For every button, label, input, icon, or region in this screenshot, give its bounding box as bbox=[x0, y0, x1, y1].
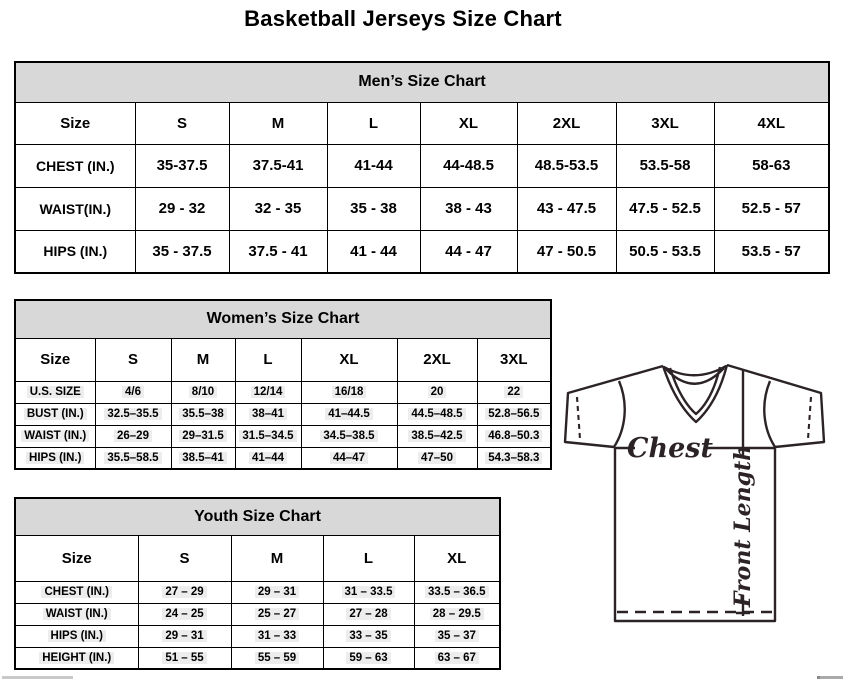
mens-size-table bbox=[14, 61, 830, 274]
mens-row-label-2: HIPS (IN.) bbox=[15, 230, 135, 273]
page-title: Basketball Jerseys Size Chart bbox=[244, 6, 562, 31]
youth-table-row-1 bbox=[15, 603, 500, 625]
mens-cell-1-7: 52.5 - 57 bbox=[714, 187, 829, 230]
mens-row-label-1: WAIST(IN.) bbox=[15, 187, 135, 230]
mens-cell-0-6: 53.5-58 bbox=[616, 144, 714, 187]
womens-row-label-3: HIPS (IN.) bbox=[15, 447, 95, 469]
mens-cell-0-3: 41-44 bbox=[327, 144, 420, 187]
womens-cell-0-5: 20 bbox=[397, 381, 477, 403]
womens-cell-0-4: 16/18 bbox=[301, 381, 397, 403]
youth-row-label-2: HIPS (IN.) bbox=[15, 625, 138, 647]
womens-cell-2-4: 34.5–38.5 bbox=[301, 425, 397, 447]
youth-size-table bbox=[14, 497, 501, 670]
mens-cell-1-3: 35 - 38 bbox=[327, 187, 420, 230]
mens-column-header-2: M bbox=[229, 102, 327, 144]
jersey-outline bbox=[565, 365, 824, 621]
youth-cell-3-3: 59 – 63 bbox=[323, 647, 414, 669]
womens-table-row-0 bbox=[15, 381, 551, 403]
jersey-measurement-diagram bbox=[558, 360, 830, 670]
mens-cell-2-2: 37.5 - 41 bbox=[229, 230, 327, 273]
womens-cell-0-2: 8/10 bbox=[171, 381, 235, 403]
youth-cell-1-4: 28 – 29.5 bbox=[414, 603, 500, 625]
youth-cell-0-4: 33.5 – 36.5 bbox=[414, 581, 500, 603]
youth-cell-2-1: 29 – 31 bbox=[138, 625, 231, 647]
youth-cell-3-1: 51 – 55 bbox=[138, 647, 231, 669]
youth-column-header-3: L bbox=[323, 535, 414, 581]
womens-column-header-3: L bbox=[235, 338, 301, 381]
womens-size-table bbox=[14, 299, 552, 470]
womens-cell-3-3: 41–44 bbox=[235, 447, 301, 469]
mens-column-header-4: XL bbox=[420, 102, 517, 144]
womens-column-header-6: 3XL bbox=[477, 338, 551, 381]
sleeve-cuff-dashed-line-left bbox=[577, 397, 580, 439]
womens-row-label-2: WAIST (IN.) bbox=[15, 425, 95, 447]
womens-column-header-4: XL bbox=[301, 338, 397, 381]
womens-cell-1-5: 44.5–48.5 bbox=[397, 403, 477, 425]
mens-cell-0-1: 35-37.5 bbox=[135, 144, 229, 187]
youth-cell-0-3: 31 – 33.5 bbox=[323, 581, 414, 603]
mens-column-header-1: S bbox=[135, 102, 229, 144]
womens-cell-3-2: 38.5–41 bbox=[171, 447, 235, 469]
mens-cell-0-2: 37.5-41 bbox=[229, 144, 327, 187]
youth-column-header-0: Size bbox=[15, 535, 138, 581]
mens-column-header-6: 3XL bbox=[616, 102, 714, 144]
womens-cell-2-5: 38.5–42.5 bbox=[397, 425, 477, 447]
womens-cell-3-4: 44–47 bbox=[301, 447, 397, 469]
youth-column-header-2: M bbox=[231, 535, 323, 581]
youth-row-label-1: WAIST (IN.) bbox=[15, 603, 138, 625]
womens-cell-1-3: 38–41 bbox=[235, 403, 301, 425]
mens-cell-2-5: 47 - 50.5 bbox=[517, 230, 616, 273]
mens-cell-1-1: 29 - 32 bbox=[135, 187, 229, 230]
womens-cell-1-1: 32.5–35.5 bbox=[95, 403, 171, 425]
mens-cell-0-5: 48.5-53.5 bbox=[517, 144, 616, 187]
womens-cell-2-2: 29–31.5 bbox=[171, 425, 235, 447]
jersey-armhole-seam-left bbox=[614, 381, 625, 447]
mens-cell-1-5: 43 - 47.5 bbox=[517, 187, 616, 230]
mens-cell-2-1: 35 - 37.5 bbox=[135, 230, 229, 273]
sleeve-cuff-dashed-line-right bbox=[808, 397, 811, 439]
youth-table-row-3 bbox=[15, 647, 500, 669]
mens-column-header-7: 4XL bbox=[714, 102, 829, 144]
jersey-armhole-seam-right bbox=[764, 381, 775, 447]
mens-section-title: Men’s Size Chart bbox=[15, 62, 829, 102]
womens-cell-2-1: 26–29 bbox=[95, 425, 171, 447]
front-length-label: Front Length bbox=[730, 444, 756, 608]
womens-cell-1-4: 41–44.5 bbox=[301, 403, 397, 425]
womens-cell-1-2: 35.5–38 bbox=[171, 403, 235, 425]
mens-cell-0-7: 58-63 bbox=[714, 144, 829, 187]
mens-table-row-2 bbox=[15, 230, 829, 273]
youth-row-label-3: HEIGHT (IN.) bbox=[15, 647, 138, 669]
womens-cell-1-6: 52.8–56.5 bbox=[477, 403, 551, 425]
youth-section-title: Youth Size Chart bbox=[15, 498, 500, 535]
womens-column-header-0: Size bbox=[15, 338, 95, 381]
womens-table-row-1 bbox=[15, 403, 551, 425]
youth-cell-1-1: 24 – 25 bbox=[138, 603, 231, 625]
youth-column-header-4: XL bbox=[414, 535, 500, 581]
chest-label: Chest bbox=[627, 433, 713, 464]
mens-table-row-0 bbox=[15, 144, 829, 187]
mens-cell-1-2: 32 - 35 bbox=[229, 187, 327, 230]
womens-column-header-1: S bbox=[95, 338, 171, 381]
womens-section-title: Women’s Size Chart bbox=[15, 300, 551, 338]
youth-cell-2-2: 31 – 33 bbox=[231, 625, 323, 647]
youth-row-label-0: CHEST (IN.) bbox=[15, 581, 138, 603]
mens-cell-1-4: 38 - 43 bbox=[420, 187, 517, 230]
womens-cell-3-5: 47–50 bbox=[397, 447, 477, 469]
youth-table-row-2 bbox=[15, 625, 500, 647]
mens-cell-2-7: 53.5 - 57 bbox=[714, 230, 829, 273]
youth-table-row-0 bbox=[15, 581, 500, 603]
womens-table-row-3 bbox=[15, 447, 551, 469]
youth-cell-2-3: 33 – 35 bbox=[323, 625, 414, 647]
mens-column-header-0: Size bbox=[15, 102, 135, 144]
mens-cell-2-4: 44 - 47 bbox=[420, 230, 517, 273]
youth-cell-0-1: 27 – 29 bbox=[138, 581, 231, 603]
womens-cell-0-6: 22 bbox=[477, 381, 551, 403]
mens-cell-1-6: 47.5 - 52.5 bbox=[616, 187, 714, 230]
youth-column-header-1: S bbox=[138, 535, 231, 581]
youth-cell-1-3: 27 – 28 bbox=[323, 603, 414, 625]
womens-cell-2-6: 46.8–50.3 bbox=[477, 425, 551, 447]
jersey-collar bbox=[663, 365, 727, 422]
womens-cell-3-6: 54.3–58.3 bbox=[477, 447, 551, 469]
womens-row-label-0: U.S. SIZE bbox=[15, 381, 95, 403]
womens-column-header-2: M bbox=[171, 338, 235, 381]
mens-column-header-3: L bbox=[327, 102, 420, 144]
womens-column-header-5: 2XL bbox=[397, 338, 477, 381]
mens-column-header-5: 2XL bbox=[517, 102, 616, 144]
youth-cell-2-4: 35 – 37 bbox=[414, 625, 500, 647]
womens-cell-2-3: 31.5–34.5 bbox=[235, 425, 301, 447]
mens-row-label-0: CHEST (IN.) bbox=[15, 144, 135, 187]
mens-cell-2-3: 41 - 44 bbox=[327, 230, 420, 273]
womens-cell-3-1: 35.5–58.5 bbox=[95, 447, 171, 469]
womens-row-label-1: BUST (IN.) bbox=[15, 403, 95, 425]
mens-cell-2-6: 50.5 - 53.5 bbox=[616, 230, 714, 273]
youth-cell-3-2: 55 – 59 bbox=[231, 647, 323, 669]
youth-cell-0-2: 29 – 31 bbox=[231, 581, 323, 603]
womens-cell-0-1: 4/6 bbox=[95, 381, 171, 403]
mens-table-row-1 bbox=[15, 187, 829, 230]
womens-table-row-2 bbox=[15, 425, 551, 447]
youth-cell-3-4: 63 – 67 bbox=[414, 647, 500, 669]
mens-cell-0-4: 44-48.5 bbox=[420, 144, 517, 187]
youth-cell-1-2: 25 – 27 bbox=[231, 603, 323, 625]
womens-cell-0-3: 12/14 bbox=[235, 381, 301, 403]
